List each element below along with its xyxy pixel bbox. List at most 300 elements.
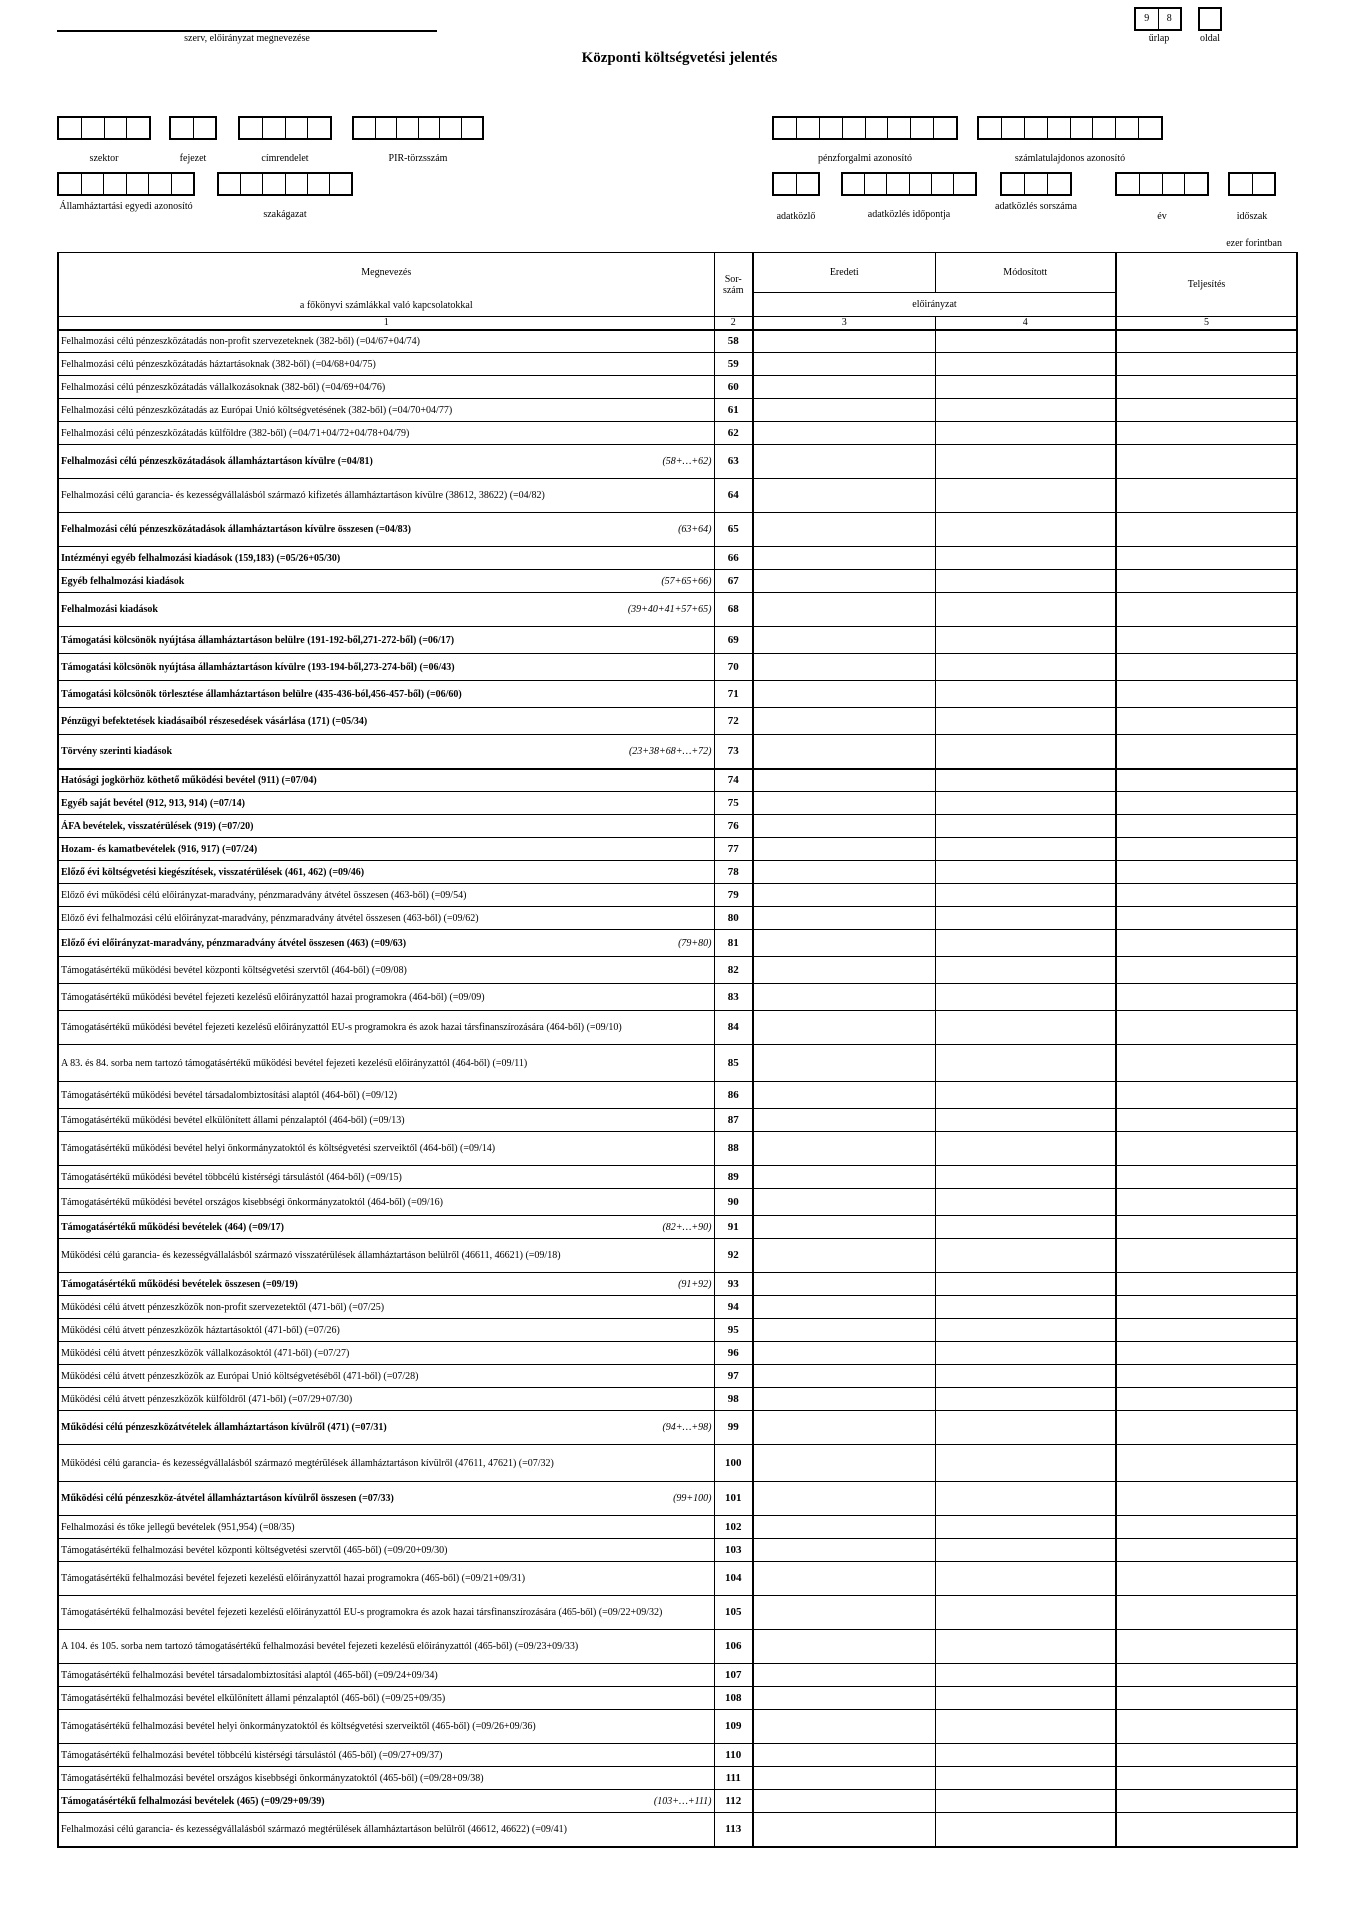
- cell-eredeti[interactable]: [753, 376, 935, 399]
- cell-modositott[interactable]: [935, 907, 1116, 930]
- row-label: [58, 1516, 714, 1539]
- table-row: [58, 570, 1297, 593]
- cell-teljesites[interactable]: [1116, 1687, 1297, 1710]
- cell-teljesites[interactable]: [1116, 547, 1297, 570]
- table-row: [58, 930, 1297, 957]
- cell-eredeti[interactable]: [753, 654, 935, 681]
- table-row: [58, 1630, 1297, 1664]
- row-text: Előző évi felhalmozási célú előirányzat-maradvány, pénzmaradvány átvétel összesen (463-ből) (=09/62): [61, 912, 479, 924]
- cell-teljesites[interactable]: [1116, 422, 1297, 445]
- table-row: [58, 1516, 1297, 1539]
- cell-modositott[interactable]: [935, 330, 1116, 353]
- row-number: 108: [714, 1687, 753, 1710]
- fejezet-input[interactable]: [169, 116, 217, 140]
- row-number: 80: [714, 907, 753, 930]
- cell-eredeti[interactable]: [753, 1790, 935, 1813]
- cell-eredeti[interactable]: [753, 815, 935, 838]
- cell-eredeti[interactable]: [753, 1596, 935, 1630]
- cell-modositott[interactable]: [935, 1342, 1116, 1365]
- cell-teljesites[interactable]: [1116, 1664, 1297, 1687]
- cell-teljesites[interactable]: [1116, 445, 1297, 479]
- cell-eredeti[interactable]: [753, 1813, 935, 1847]
- cell-eredeti[interactable]: [753, 1516, 935, 1539]
- cell-teljesites[interactable]: [1116, 907, 1297, 930]
- table-row: [58, 1388, 1297, 1411]
- row-label: [58, 1388, 714, 1411]
- row-label: [58, 1664, 714, 1687]
- szektor-label: szektor: [89, 153, 119, 164]
- cell-teljesites[interactable]: [1116, 1630, 1297, 1664]
- cell-eredeti[interactable]: [753, 1630, 935, 1664]
- cell-teljesites[interactable]: [1116, 838, 1297, 861]
- row-formula: (91+92): [678, 1278, 712, 1290]
- cell-teljesites[interactable]: [1116, 376, 1297, 399]
- cell-modositott[interactable]: [935, 1239, 1116, 1273]
- row-text: Támogatásértékű működési bevétel társadalombiztosítási alaptól (464-ből) (=09/12): [61, 1089, 398, 1101]
- cell-eredeti[interactable]: [753, 353, 935, 376]
- row-text: Támogatásértékű felhalmozási bevétel fejezeti kezelésű előirányzattól EU-s programokra és azok hazai társfinanszírozására (465-ből) (=09/22+09/32): [61, 1607, 663, 1618]
- cell-eredeti[interactable]: [753, 593, 935, 627]
- row-label: [58, 1411, 714, 1445]
- szamlatulajdonos-azonosito-label: számlatulajdonos azonosító: [1014, 153, 1126, 164]
- cell-eredeti[interactable]: [753, 1319, 935, 1342]
- szakagazat-label: szakágazat: [263, 209, 307, 220]
- table-row: [58, 422, 1297, 445]
- cell-modositott[interactable]: [935, 654, 1116, 681]
- cell-modositott[interactable]: [935, 570, 1116, 593]
- cell-modositott[interactable]: [935, 1189, 1116, 1216]
- table-row: [58, 1109, 1297, 1132]
- cell-modositott[interactable]: [935, 547, 1116, 570]
- cell-modositott[interactable]: [935, 1082, 1116, 1109]
- form-code-digit: 8: [1166, 13, 1172, 24]
- cell-eredeti[interactable]: [753, 1045, 935, 1082]
- unit-note: ezer forintban: [1226, 238, 1282, 249]
- cell-teljesites[interactable]: [1116, 1189, 1297, 1216]
- cell-teljesites[interactable]: [1116, 1516, 1297, 1539]
- cell-modositott[interactable]: [935, 1273, 1116, 1296]
- cell-teljesites[interactable]: [1116, 1744, 1297, 1767]
- cell-modositott[interactable]: [935, 513, 1116, 547]
- cell-teljesites[interactable]: [1116, 861, 1297, 884]
- cell-modositott[interactable]: [935, 884, 1116, 907]
- row-text: Felhalmozási kiadások: [61, 604, 158, 615]
- table-row: [58, 1539, 1297, 1562]
- row-label: [58, 1216, 714, 1239]
- row-label: [58, 1365, 714, 1388]
- cell-eredeti[interactable]: [753, 1445, 935, 1482]
- row-number: 91: [714, 1216, 753, 1239]
- row-formula: (58+…+62): [662, 456, 712, 467]
- cell-teljesites[interactable]: [1116, 884, 1297, 907]
- row-text: ÁFA bevételek, visszatérülések (919) (=07/20): [61, 820, 254, 832]
- organization-label: szerv, előirányzat megnevezése: [184, 33, 310, 44]
- row-number: 68: [714, 593, 753, 627]
- cell-teljesites[interactable]: [1116, 769, 1297, 792]
- cell-eredeti[interactable]: [753, 957, 935, 984]
- penzforgalmi-azonosito-input[interactable]: [772, 116, 958, 140]
- cell-modositott[interactable]: [935, 1767, 1116, 1790]
- cell-eredeti[interactable]: [753, 1664, 935, 1687]
- cell-modositott[interactable]: [935, 984, 1116, 1011]
- cell-teljesites[interactable]: [1116, 654, 1297, 681]
- cell-modositott[interactable]: [935, 627, 1116, 654]
- pir-label: PIR-törzsszám: [388, 153, 448, 164]
- row-text: Támogatási kölcsönök törlesztése államháztartáson belülre (435-436-ból,456-457-ből) (=06/60): [61, 688, 462, 700]
- header-sorszam: Sor-szám: [714, 253, 753, 317]
- cell-eredeti[interactable]: [753, 1296, 935, 1319]
- row-label: [58, 1687, 714, 1710]
- cell-teljesites[interactable]: [1116, 1539, 1297, 1562]
- cell-modositott[interactable]: [935, 957, 1116, 984]
- cell-modositott[interactable]: [935, 1539, 1116, 1562]
- row-formula: (94+…+98): [662, 1422, 712, 1433]
- cell-modositott[interactable]: [935, 422, 1116, 445]
- cell-eredeti[interactable]: [753, 1744, 935, 1767]
- row-label: [58, 907, 714, 930]
- row-label: [58, 984, 714, 1011]
- cell-teljesites[interactable]: [1116, 1011, 1297, 1045]
- cell-modositott[interactable]: [935, 1664, 1116, 1687]
- cell-eredeti[interactable]: [753, 1273, 935, 1296]
- cell-teljesites[interactable]: [1116, 957, 1297, 984]
- cell-modositott[interactable]: [935, 1296, 1116, 1319]
- table-row: [58, 1411, 1297, 1445]
- page-title: Központi költségvetési jelentés: [581, 50, 778, 66]
- szektor-input[interactable]: [57, 116, 151, 140]
- adatkozles-sorszama-input[interactable]: [1000, 172, 1072, 196]
- cell-modositott[interactable]: [935, 681, 1116, 708]
- row-formula: (39+40+41+57+65): [627, 604, 712, 615]
- cell-eredeti[interactable]: [753, 445, 935, 479]
- adatkozlo-input[interactable]: [772, 172, 820, 196]
- cell-modositott[interactable]: [935, 1813, 1116, 1847]
- row-number: 59: [714, 353, 753, 376]
- cell-eredeti[interactable]: [753, 1166, 935, 1189]
- cell-teljesites[interactable]: [1116, 593, 1297, 627]
- table-row: [58, 1687, 1297, 1710]
- cell-teljesites[interactable]: [1116, 353, 1297, 376]
- szamlatulajdonos-azonosito-input[interactable]: [977, 116, 1163, 140]
- row-number: 77: [714, 838, 753, 861]
- cell-eredeti[interactable]: [753, 330, 935, 353]
- row-label: [58, 1109, 714, 1132]
- row-text: Előző évi költségvetési kiegészítések, visszatérülések (461, 462) (=09/46): [61, 866, 365, 878]
- cell-eredeti[interactable]: [753, 1388, 935, 1411]
- form-label: űrlap: [1148, 33, 1170, 44]
- cell-teljesites[interactable]: [1116, 1790, 1297, 1813]
- row-label: [58, 627, 714, 654]
- row-label: [58, 570, 714, 593]
- table-row: [58, 1664, 1297, 1687]
- cell-teljesites[interactable]: [1116, 1710, 1297, 1744]
- cell-teljesites[interactable]: [1116, 1082, 1297, 1109]
- cell-modositott[interactable]: [935, 399, 1116, 422]
- cell-modositott[interactable]: [935, 1166, 1116, 1189]
- cell-modositott[interactable]: [935, 1562, 1116, 1596]
- cell-teljesites[interactable]: [1116, 681, 1297, 708]
- page-label: oldal: [1200, 33, 1220, 44]
- cell-modositott[interactable]: [935, 1744, 1116, 1767]
- cell-modositott[interactable]: [935, 1790, 1116, 1813]
- row-text: Támogatásértékű felhalmozási bevétel helyi önkormányzatoktól és költségvetési szerveiktől (465-ből) (=09/26+09/36): [61, 1721, 536, 1732]
- row-label: [58, 815, 714, 838]
- idoszak-input[interactable]: [1228, 172, 1276, 196]
- cell-eredeti[interactable]: [753, 681, 935, 708]
- cell-modositott[interactable]: [935, 792, 1116, 815]
- row-text: Támogatási kölcsönök nyújtása államháztartáson kívülre (193-194-ből,273-274-ből) (=06/43): [61, 661, 455, 673]
- row-text: Támogatásértékű felhalmozási bevétel országos kisebbségi önkormányzatoktól (465-ből) (=09/28+09/38): [61, 1772, 484, 1784]
- cell-modositott[interactable]: [935, 1388, 1116, 1411]
- row-number: 112: [714, 1790, 753, 1813]
- cell-modositott[interactable]: [935, 1319, 1116, 1342]
- cell-modositott[interactable]: [935, 1109, 1116, 1132]
- cell-teljesites[interactable]: [1116, 570, 1297, 593]
- cell-eredeti[interactable]: [753, 1189, 935, 1216]
- row-label: [58, 769, 714, 792]
- row-label: [58, 376, 714, 399]
- cell-modositott[interactable]: [935, 769, 1116, 792]
- cell-eredeti[interactable]: [753, 1539, 935, 1562]
- cell-eredeti[interactable]: [753, 1482, 935, 1516]
- row-label: [58, 861, 714, 884]
- cell-modositott[interactable]: [935, 1596, 1116, 1630]
- table-row: [58, 792, 1297, 815]
- cell-eredeti[interactable]: [753, 570, 935, 593]
- table-row: [58, 1319, 1297, 1342]
- row-number: 85: [714, 1045, 753, 1082]
- row-formula: (82+…+90): [662, 1221, 712, 1233]
- cell-eredeti[interactable]: [753, 907, 935, 930]
- cell-modositott[interactable]: [935, 1132, 1116, 1166]
- cell-modositott[interactable]: [935, 1045, 1116, 1082]
- cell-eredeti[interactable]: [753, 884, 935, 907]
- cell-eredeti[interactable]: [753, 547, 935, 570]
- row-text: Felhalmozási célú pénzeszközátadás külföldre (382-ből) (=04/71+04/72+04/78+04/79): [61, 427, 410, 439]
- pir-input[interactable]: [352, 116, 484, 140]
- cell-teljesites[interactable]: [1116, 735, 1297, 769]
- row-text: Támogatásértékű felhalmozási bevétel központi költségvetési szervtől (465-ből) (=09/20+09/30): [61, 1544, 448, 1556]
- cell-eredeti[interactable]: [753, 1365, 935, 1388]
- table-row: [58, 330, 1297, 353]
- cell-eredeti[interactable]: [753, 399, 935, 422]
- col-number: 3: [753, 317, 935, 330]
- organization-name-line[interactable]: [57, 30, 437, 32]
- row-number: 73: [714, 735, 753, 769]
- cell-eredeti[interactable]: [753, 838, 935, 861]
- cell-teljesites[interactable]: [1116, 1482, 1297, 1516]
- cell-modositott[interactable]: [935, 930, 1116, 957]
- cell-teljesites[interactable]: [1116, 1767, 1297, 1790]
- row-label: [58, 1767, 714, 1790]
- cell-teljesites[interactable]: [1116, 513, 1297, 547]
- table-row: [58, 1239, 1297, 1273]
- cell-modositott[interactable]: [935, 1630, 1116, 1664]
- table-row: [58, 1296, 1297, 1319]
- cell-teljesites[interactable]: [1116, 815, 1297, 838]
- cell-modositott[interactable]: [935, 353, 1116, 376]
- cell-eredeti[interactable]: [753, 422, 935, 445]
- table-row: [58, 1189, 1297, 1216]
- cell-modositott[interactable]: [935, 1365, 1116, 1388]
- cell-teljesites[interactable]: [1116, 1273, 1297, 1296]
- cell-modositott[interactable]: [935, 1411, 1116, 1445]
- row-text: Támogatási kölcsönök nyújtása államháztartáson belülre (191-192-ből,271-272-ből) (=06/17): [61, 634, 455, 646]
- cell-eredeti[interactable]: [753, 1239, 935, 1273]
- cell-teljesites[interactable]: [1116, 1166, 1297, 1189]
- row-number: 89: [714, 1166, 753, 1189]
- cimrendelet-label: címrendelet: [261, 153, 309, 164]
- cell-eredeti[interactable]: [753, 735, 935, 769]
- szakagazat-input[interactable]: [217, 172, 353, 196]
- cell-eredeti[interactable]: [753, 1132, 935, 1166]
- cell-eredeti[interactable]: [753, 861, 935, 884]
- table-row: [58, 479, 1297, 513]
- cell-modositott[interactable]: [935, 445, 1116, 479]
- cell-eredeti[interactable]: [753, 1011, 935, 1045]
- cell-eredeti[interactable]: [753, 930, 935, 957]
- cell-teljesites[interactable]: [1116, 1319, 1297, 1342]
- cell-eredeti[interactable]: [753, 792, 935, 815]
- cell-eredeti[interactable]: [753, 1109, 935, 1132]
- cell-teljesites[interactable]: [1116, 330, 1297, 353]
- cell-modositott[interactable]: [935, 1445, 1116, 1482]
- cell-eredeti[interactable]: [753, 769, 935, 792]
- cell-teljesites[interactable]: [1116, 1365, 1297, 1388]
- cell-eredeti[interactable]: [753, 1082, 935, 1109]
- header-megnevezes-title: Megnevezés: [361, 267, 412, 278]
- cell-modositott[interactable]: [935, 479, 1116, 513]
- row-text: Hatósági jogkörhöz köthető működési bevétel (911) (=07/04): [61, 774, 317, 786]
- cell-modositott[interactable]: [935, 735, 1116, 769]
- ev-input[interactable]: [1115, 172, 1209, 196]
- col-number: 1: [58, 317, 714, 330]
- col-number: 5: [1116, 317, 1297, 330]
- table-row: [58, 1790, 1297, 1813]
- cell-teljesites[interactable]: [1116, 399, 1297, 422]
- table-row: [58, 376, 1297, 399]
- cell-teljesites[interactable]: [1116, 930, 1297, 957]
- row-text: Működési célú garancia- és kezességvállalásból származó visszatérülések államháztartáson belülről (46611, 46621) (=09/18): [61, 1250, 561, 1261]
- cell-teljesites[interactable]: [1116, 1216, 1297, 1239]
- row-number: 110: [714, 1744, 753, 1767]
- table-row: [58, 1011, 1297, 1045]
- table-row: [58, 1445, 1297, 1482]
- cell-teljesites[interactable]: [1116, 1296, 1297, 1319]
- allamhaztartasi-azonosito-input[interactable]: [57, 172, 195, 196]
- row-formula: (103+…+111): [653, 1795, 712, 1807]
- cell-modositott[interactable]: [935, 1710, 1116, 1744]
- row-number: 106: [714, 1630, 753, 1664]
- cell-eredeti[interactable]: [753, 708, 935, 735]
- row-text: Egyéb saját bevétel (912, 913, 914) (=07/14): [61, 797, 246, 809]
- cell-modositott[interactable]: [935, 1216, 1116, 1239]
- row-number: 60: [714, 376, 753, 399]
- cell-eredeti[interactable]: [753, 1342, 935, 1365]
- row-text: Működési célú garancia- és kezességvállalásból származó megtérülések államháztartáson kívülről (47611, 47621) (=07/32): [61, 1457, 554, 1469]
- row-label: [58, 930, 714, 957]
- table-row: [58, 861, 1297, 884]
- cell-modositott[interactable]: [935, 861, 1116, 884]
- row-label: [58, 1562, 714, 1596]
- cell-teljesites[interactable]: [1116, 1109, 1297, 1132]
- adatkozles-idopontja-input[interactable]: [841, 172, 977, 196]
- cell-teljesites[interactable]: [1116, 1045, 1297, 1082]
- cell-teljesites[interactable]: [1116, 1132, 1297, 1166]
- table-row: [58, 1813, 1297, 1847]
- cell-modositott[interactable]: [935, 376, 1116, 399]
- cell-modositott[interactable]: [935, 838, 1116, 861]
- cell-eredeti[interactable]: [753, 1710, 935, 1744]
- cell-teljesites[interactable]: [1116, 708, 1297, 735]
- penzforgalmi-azonosito-label: pénzforgalmi azonosító: [818, 153, 912, 164]
- cell-modositott[interactable]: [935, 1516, 1116, 1539]
- row-text: Támogatásértékű működési bevétel helyi önkormányzatoktól és költségvetési szerveiktől (464-ből) (=09/14): [61, 1143, 496, 1154]
- cell-teljesites[interactable]: [1116, 1596, 1297, 1630]
- cell-teljesites[interactable]: [1116, 1445, 1297, 1482]
- row-text: Pénzügyi befektetések kiadásaiból részesedések vásárlása (171) (=05/34): [61, 715, 368, 727]
- table-row: [58, 627, 1297, 654]
- cell-modositott[interactable]: [935, 1482, 1116, 1516]
- row-label: [58, 1744, 714, 1767]
- cell-teljesites[interactable]: [1116, 627, 1297, 654]
- cell-teljesites[interactable]: [1116, 1239, 1297, 1273]
- cell-teljesites[interactable]: [1116, 1342, 1297, 1365]
- cell-eredeti[interactable]: [753, 1767, 935, 1790]
- cell-eredeti[interactable]: [753, 1216, 935, 1239]
- table-row: [58, 1482, 1297, 1516]
- row-label: [58, 1239, 714, 1273]
- row-number: 98: [714, 1388, 753, 1411]
- row-text: Törvény szerinti kiadások: [61, 745, 173, 757]
- row-text: Támogatásértékű működési bevételek összesen (=09/19): [61, 1278, 298, 1290]
- cell-modositott[interactable]: [935, 1687, 1116, 1710]
- row-number: 97: [714, 1365, 753, 1388]
- row-label: [58, 593, 714, 627]
- row-text: Felhalmozási célú pénzeszközátadás az Európai Unió költségvetésének (382-ből) (=04/70+04/77): [61, 404, 453, 416]
- cell-teljesites[interactable]: [1116, 1813, 1297, 1847]
- page-number-box[interactable]: [1198, 7, 1222, 31]
- cell-eredeti[interactable]: [753, 1687, 935, 1710]
- cell-teljesites[interactable]: [1116, 1388, 1297, 1411]
- cell-teljesites[interactable]: [1116, 479, 1297, 513]
- row-text: Előző évi működési célú előirányzat-maradvány, pénzmaradvány átvétel összesen (463-ből) (=09/54): [61, 889, 467, 901]
- row-text: Működési célú pénzeszközátvételek államháztartáson kívülről (471) (=07/31): [61, 1422, 387, 1433]
- table-row: [58, 1216, 1297, 1239]
- row-text: Felhalmozási célú pénzeszközátadások államháztartáson kívülre összesen (=04/83): [61, 524, 411, 535]
- row-text: Felhalmozási célú garancia- és kezességvállalásból származó kifizetés államháztartáson kívülre (38612, 38622) (=04/82): [61, 490, 545, 501]
- cell-teljesites[interactable]: [1116, 1411, 1297, 1445]
- cell-modositott[interactable]: [935, 815, 1116, 838]
- cell-teljesites[interactable]: [1116, 792, 1297, 815]
- cell-eredeti[interactable]: [753, 513, 935, 547]
- cell-modositott[interactable]: [935, 593, 1116, 627]
- cell-eredeti[interactable]: [753, 1411, 935, 1445]
- cell-eredeti[interactable]: [753, 984, 935, 1011]
- cimrendelet-input[interactable]: [238, 116, 332, 140]
- cell-teljesites[interactable]: [1116, 984, 1297, 1011]
- cell-eredeti[interactable]: [753, 627, 935, 654]
- row-number: 105: [714, 1596, 753, 1630]
- row-label: [58, 708, 714, 735]
- table-row: [58, 681, 1297, 708]
- cell-eredeti[interactable]: [753, 1562, 935, 1596]
- cell-eredeti[interactable]: [753, 479, 935, 513]
- cell-modositott[interactable]: [935, 1011, 1116, 1045]
- cell-teljesites[interactable]: [1116, 1562, 1297, 1596]
- report-table: [57, 252, 1298, 1848]
- cell-modositott[interactable]: [935, 708, 1116, 735]
